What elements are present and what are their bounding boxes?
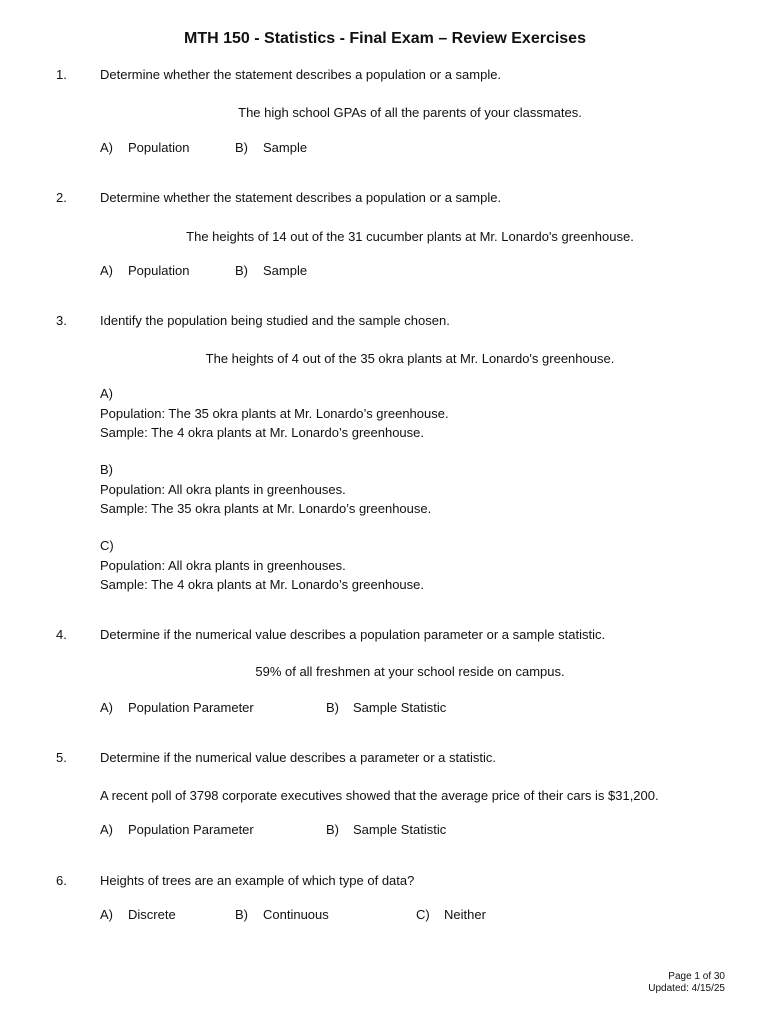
choice-letter: B) <box>100 462 113 477</box>
question-6-option-b-letter: B) <box>235 907 248 922</box>
choice-letter: C) <box>100 538 114 553</box>
question-4-option-b-letter: B) <box>326 700 339 715</box>
question-2-prompt: Determine whether the statement describes a population or a sample. <box>100 190 502 205</box>
question-6-option-c-letter: C) <box>416 907 430 922</box>
question-1-prompt: Determine whether the statement describes a population or a sample. <box>100 67 502 82</box>
choice-population: Population: The 35 okra plants at Mr. Lonardo’s greenhouse. <box>100 405 449 421</box>
question-3-choice-b[interactable] <box>100 460 431 519</box>
choice-sample: Sample: The 35 okra plants at Mr. Lonardo’s greenhouse. <box>100 501 432 516</box>
page-footer <box>648 971 725 995</box>
question-2-option-b-letter: B) <box>235 263 248 278</box>
choice-population: Population: All okra plants in greenhouses. <box>100 557 346 573</box>
choice-sample: Sample: The 4 okra plants at Mr. Lonardo’s greenhouse. <box>100 425 424 440</box>
choice-sample: Sample: The 4 okra plants at Mr. Lonardo’s greenhouse. <box>100 577 424 592</box>
question-6-option-a[interactable]: Discrete <box>128 907 176 922</box>
question-4-option-b[interactable]: Sample Statistic <box>353 700 447 715</box>
question-1-option-a-letter: A) <box>100 140 113 155</box>
question-3-choice-c[interactable] <box>100 536 424 595</box>
question-5-option-b-letter: B) <box>326 822 339 837</box>
choice-letter: A) <box>100 386 113 401</box>
question-2-statement: The heights of 14 out of the 31 cucumber plants at Mr. Lonardo's greenhouse. <box>186 229 634 244</box>
updated-date: Updated: 4/15/25 <box>648 983 725 994</box>
question-3-statement: The heights of 4 out of the 35 okra plants at Mr. Lonardo's greenhouse. <box>205 351 615 366</box>
question-5-option-b[interactable]: Sample Statistic <box>353 822 447 837</box>
question-3-choice-a[interactable] <box>100 384 449 443</box>
question-5-statement: A recent poll of 3798 corporate executives showed that the average price of their cars is $31,200. <box>100 788 659 803</box>
question-6-option-a-letter: A) <box>100 907 113 922</box>
question-6-number: 6. <box>56 873 67 888</box>
question-1-option-a[interactable]: Population <box>128 140 190 155</box>
question-6-prompt: Heights of trees are an example of which type of data? <box>100 873 415 888</box>
question-1-statement: The high school GPAs of all the parents of your classmates. <box>238 105 582 120</box>
question-1-number: 1. <box>56 67 67 82</box>
question-4-option-a-letter: A) <box>100 700 113 715</box>
question-2-option-a-letter: A) <box>100 263 113 278</box>
question-4-option-a[interactable]: Population Parameter <box>128 700 254 715</box>
question-2-number: 2. <box>56 190 67 205</box>
question-3-prompt: Identify the population being studied and the sample chosen. <box>100 313 450 328</box>
question-3-number: 3. <box>56 313 67 328</box>
question-1-option-b[interactable]: Sample <box>263 140 308 155</box>
question-6-option-c[interactable]: Neither <box>444 907 486 922</box>
question-4-prompt: Determine if the numerical value describes a population parameter or a sample statistic. <box>100 627 606 642</box>
question-5-number: 5. <box>56 750 67 765</box>
question-4-number: 4. <box>56 627 67 642</box>
question-5-prompt: Determine if the numerical value describes a parameter or a statistic. <box>100 750 496 765</box>
question-2-option-a[interactable]: Population <box>128 263 190 278</box>
choice-population: Population: All okra plants in greenhouses. <box>100 481 346 497</box>
question-2-option-b[interactable]: Sample <box>263 263 308 278</box>
question-5-option-a-letter: A) <box>100 822 113 837</box>
question-4-statement: 59% of all freshmen at your school reside on campus. <box>255 664 565 679</box>
question-5-option-a[interactable]: Population Parameter <box>128 822 254 837</box>
page-number: Page 1 of 30 <box>668 971 725 982</box>
question-1-option-b-letter: B) <box>235 140 248 155</box>
question-6-option-b[interactable]: Continuous <box>263 907 329 922</box>
page-title: MTH 150 - Statistics - Final Exam – Review Exercises <box>184 30 586 47</box>
